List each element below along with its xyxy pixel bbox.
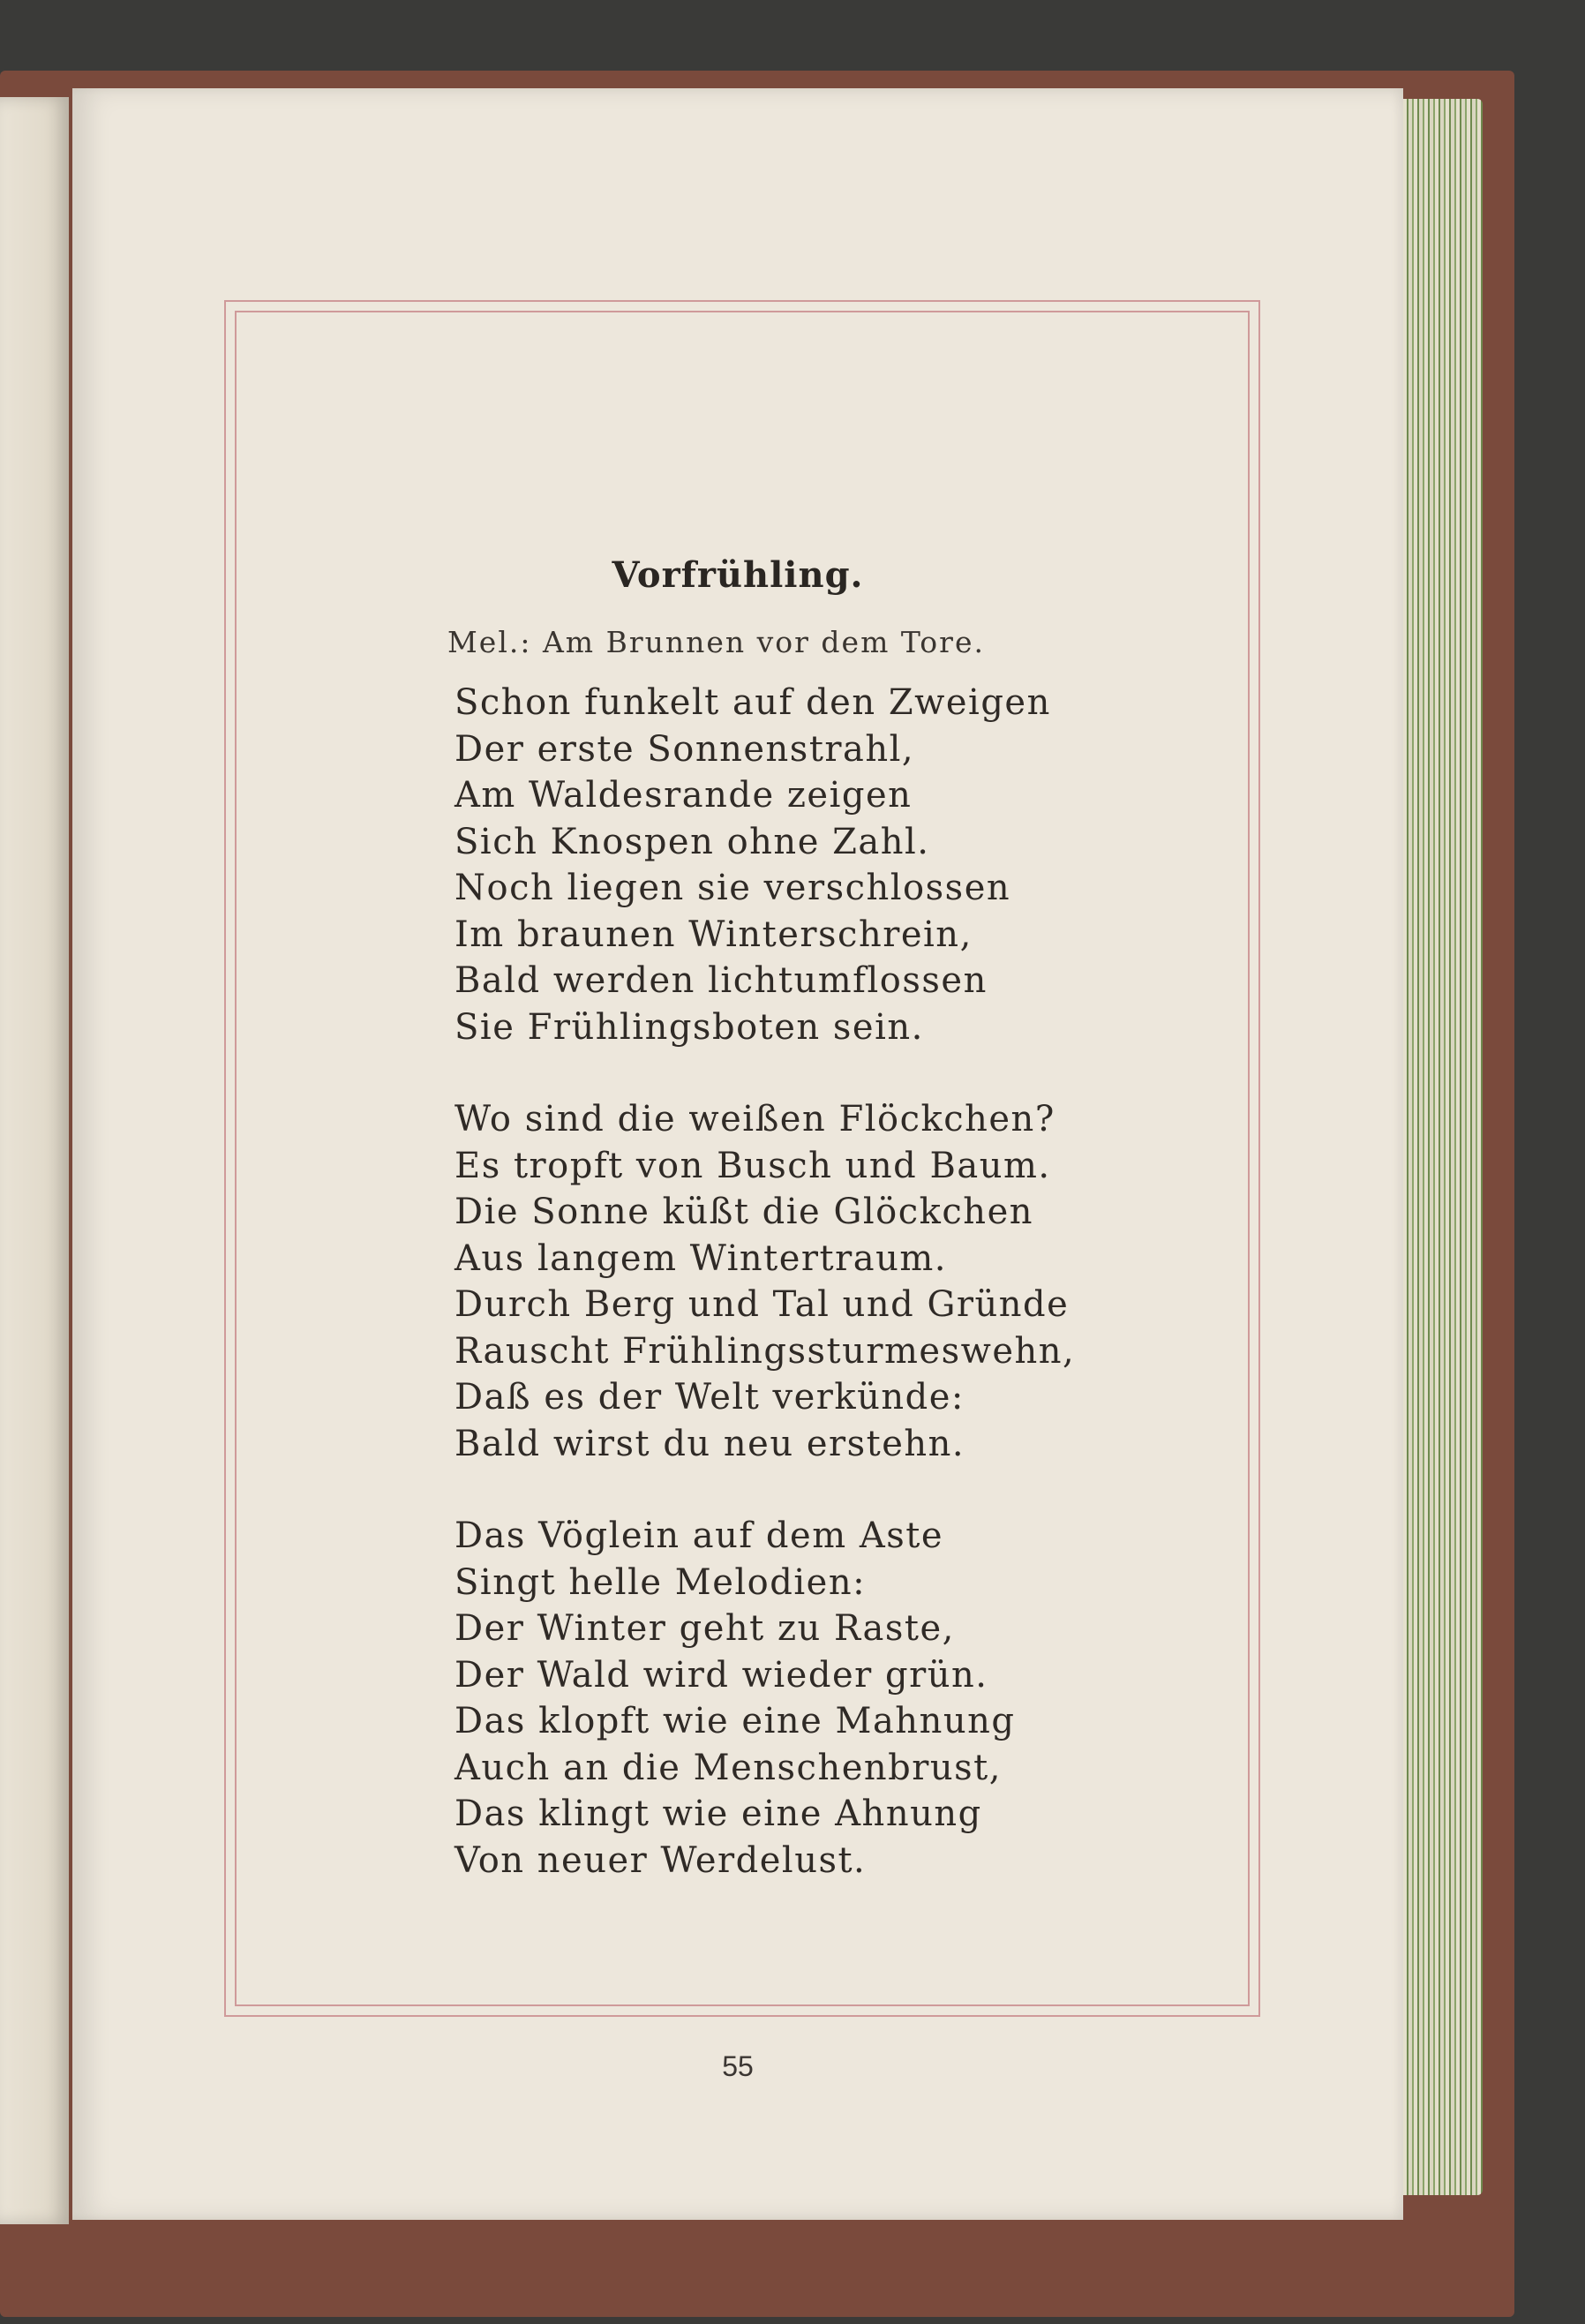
poem-line: Singt helle Melodien: (454, 1561, 867, 1603)
stanza (454, 680, 1249, 1050)
poem-line: Es tropft von Busch und Baum. (454, 1145, 1051, 1186)
previous-page-edge (0, 97, 69, 2224)
poem-title: Vorfrühling. (612, 554, 864, 596)
poem-line: Der erste Sonnenstrahl, (454, 728, 915, 770)
page-edges (1403, 99, 1483, 2195)
stanza (454, 1513, 1249, 1884)
poem-line: Sich Knospen ohne Zahl. (454, 821, 930, 862)
poem-line: Am Waldesrande zeigen (454, 775, 913, 816)
poem-line: Auch an die Menschenbrust, (454, 1747, 1002, 1788)
poem-line: Noch liegen sie verschlossen (454, 868, 1011, 908)
poem-line: Rauscht Frühlingssturmeswehn, (454, 1330, 1076, 1372)
page-number: 55 (722, 2050, 754, 2082)
poem-line: Das Vöglein auf dem Aste (454, 1515, 944, 1556)
poem-line: Das klopft wie eine Mahnung (454, 1701, 1016, 1741)
poem-line: Daß es der Welt verkünde: (454, 1377, 965, 1418)
poem-line: Im braunen Winterschrein, (454, 914, 973, 955)
poem-body (454, 680, 1249, 1929)
poem-line: Bald wirst du neu erstehn. (454, 1423, 965, 1464)
melody-note: Mel.: Am Brunnen vor dem Tore. (447, 625, 985, 659)
book-page (72, 88, 1403, 2220)
poem-line: Der Winter geht zu Raste, (454, 1608, 955, 1649)
poem-line: Wo sind die weißen Flöckchen? (454, 1099, 1055, 1139)
poem-line: Aus langem Wintertraum. (454, 1237, 947, 1279)
poem-line: Das klingt wie eine Ahnung (454, 1794, 982, 1834)
poem-line: Bald werden lichtumflossen (454, 960, 988, 1001)
poem-line: Von neuer Werdelust. (454, 1839, 867, 1881)
stanza (454, 1096, 1249, 1467)
poem-line: Sie Frühlingsboten sein. (454, 1006, 924, 1048)
poem-line: Der Wald wird wieder grün. (454, 1654, 988, 1696)
poem-line: Schon funkelt auf den Zweigen (454, 682, 1051, 723)
poem-line: Durch Berg und Tal und Gründe (454, 1284, 1070, 1325)
poem-line: Die Sonne küßt die Glöckchen (454, 1192, 1034, 1232)
